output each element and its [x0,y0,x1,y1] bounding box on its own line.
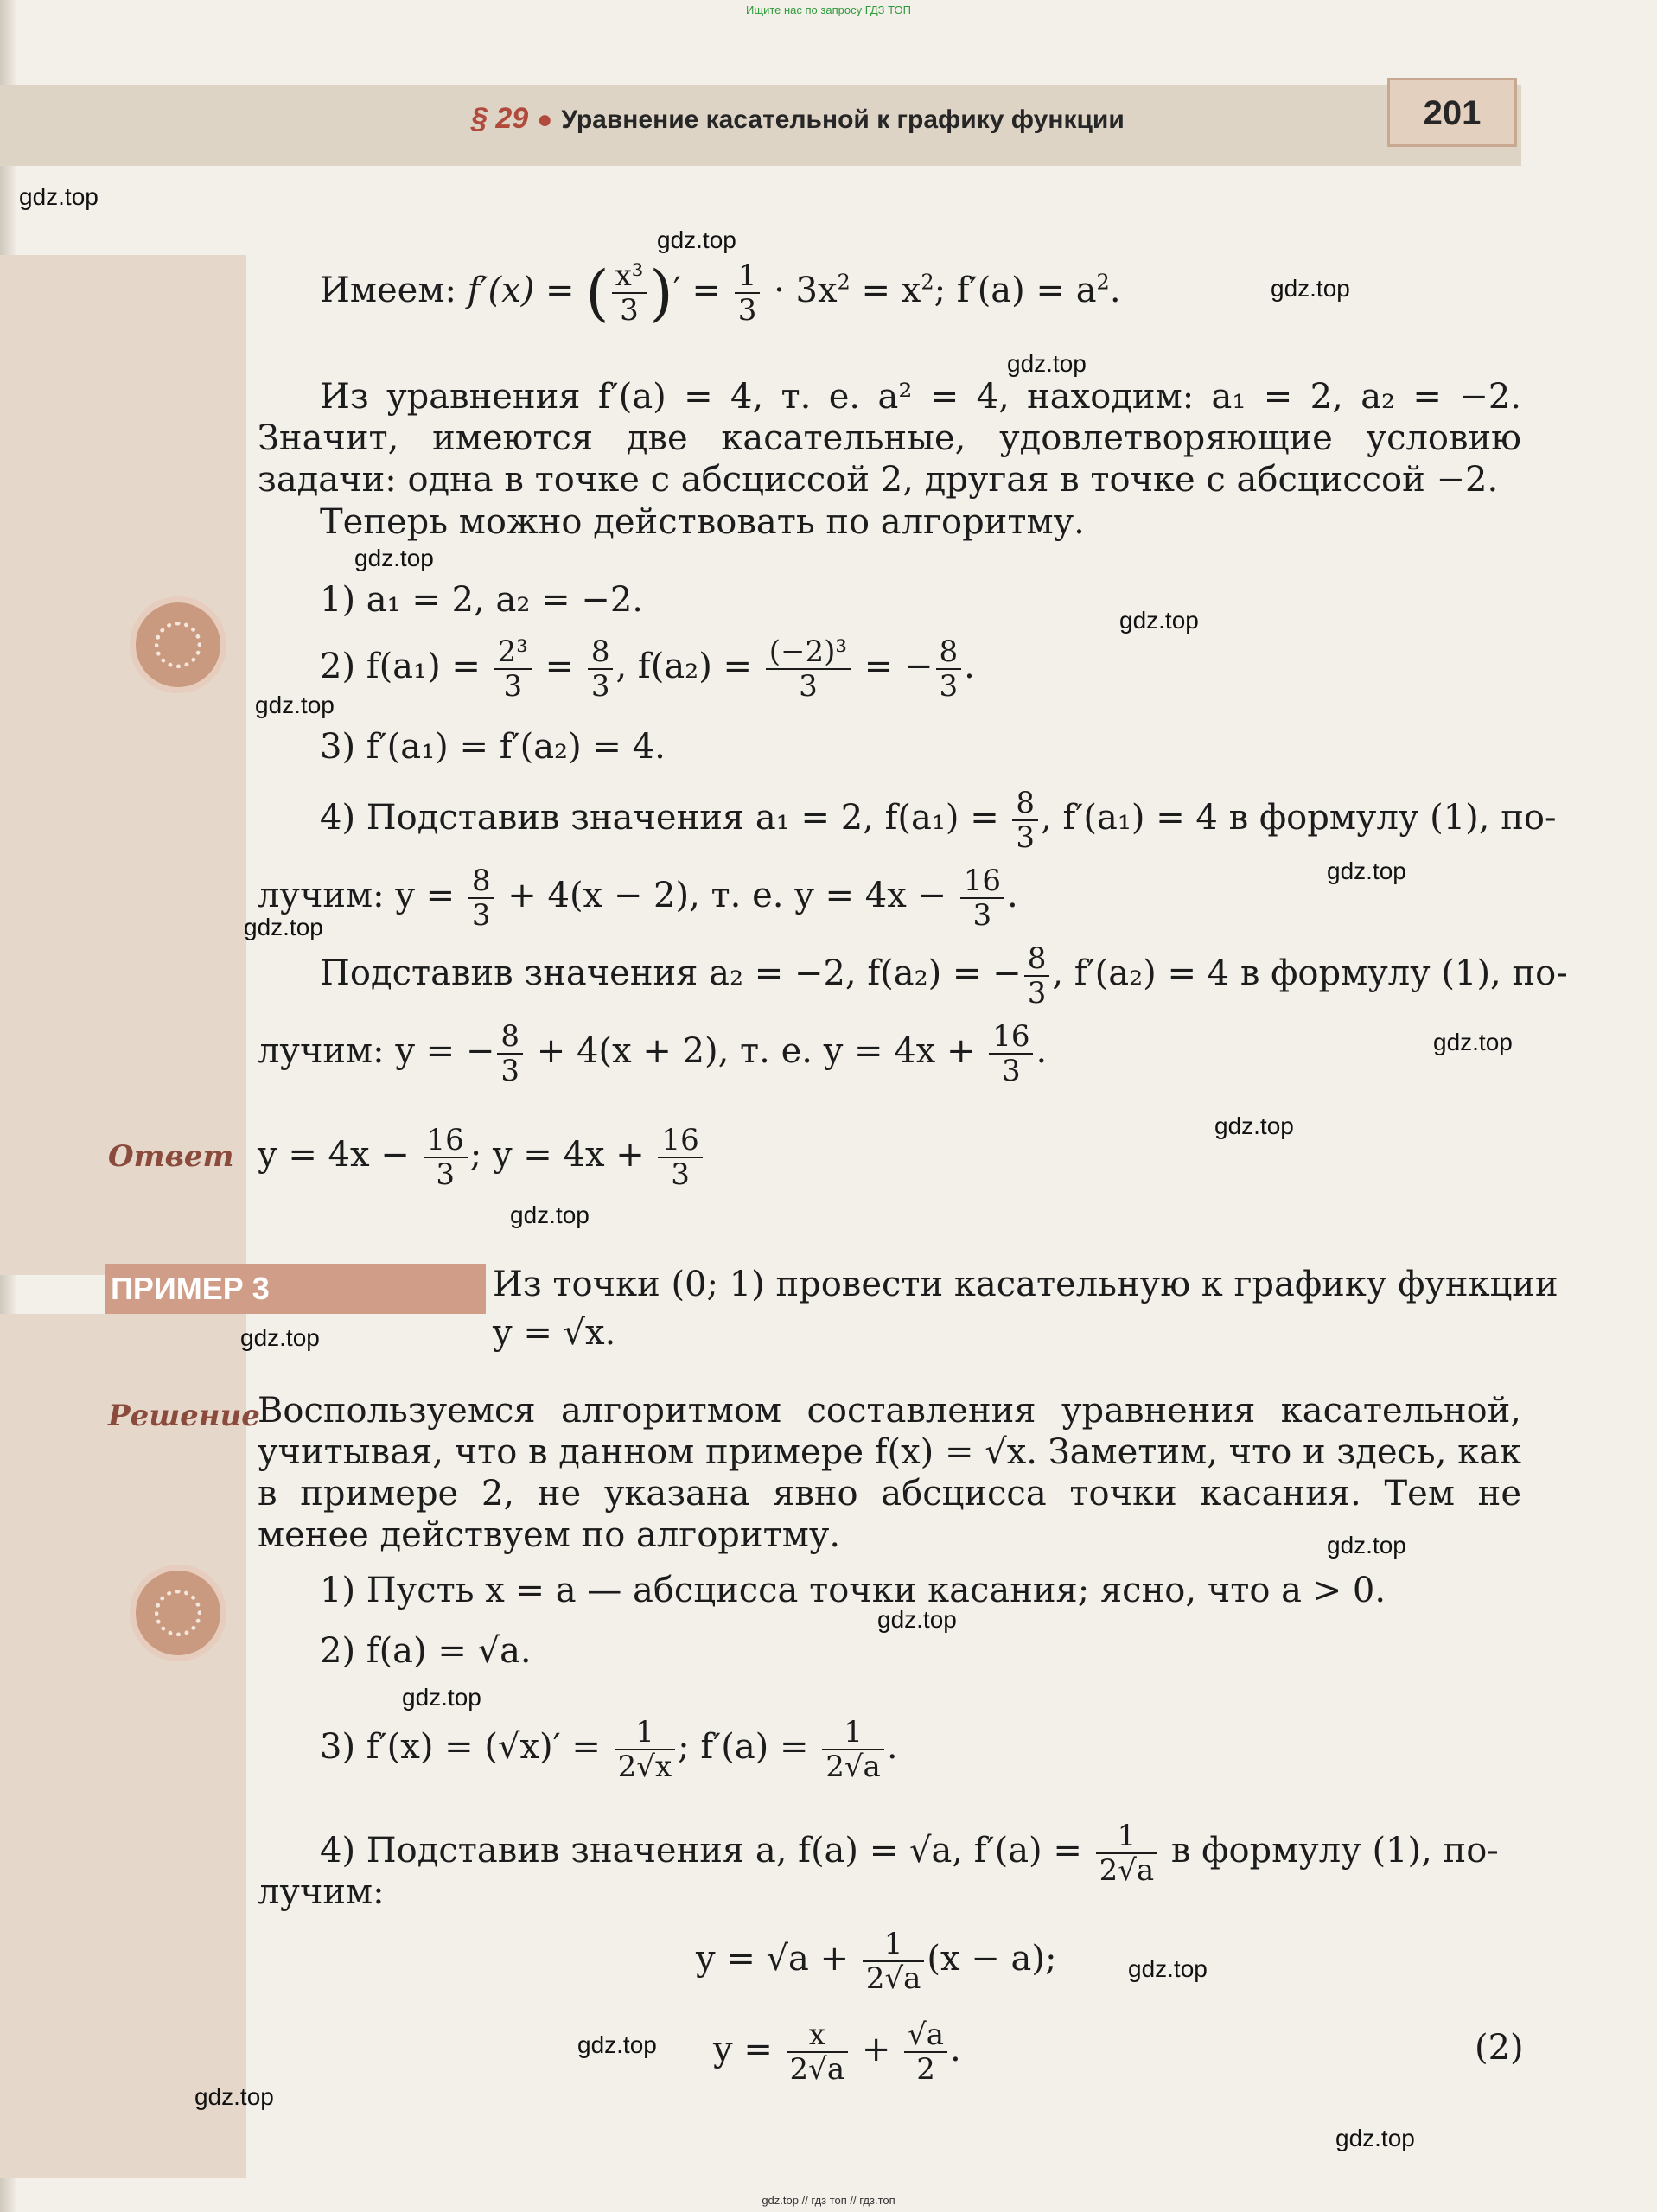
fraction [588,635,614,703]
watermark: gdz.top [1119,607,1199,634]
denominator: 3 [799,669,818,704]
numerator: √a [904,2018,947,2053]
step-2: 2) f(a₁) = $\frac{\text{2³}}{3}$ = $\frac{8}{3}$ , f(a₂) = $\frac{\text{(−2)³}}{3}$ = − $\frac{8}{3}$ . [320,634,975,704]
denominator: 3 [671,1157,690,1192]
denominator: 2√a [1099,1853,1155,1888]
text-span: y = √a + [696,1939,860,1979]
watermark: gdz.top [1128,1955,1208,1982]
section-number: § 29 [471,102,529,135]
sol-step-2: 2) f(a) = √a. [320,1631,532,1671]
numerator: (−2)³ [766,635,851,670]
step-4 [320,787,1556,854]
numerator: 2³ [494,635,532,670]
denominator: 3 [737,293,757,328]
fraction [960,864,1004,932]
denominator: 3 [500,1054,520,1088]
fraction [1096,1820,1158,1887]
text-span: + 4(x − 2), т. е. y = 4x − [496,876,958,915]
fraction [989,1020,1033,1087]
text-span: = x [850,271,921,310]
numerator: x [787,2018,849,2053]
numerator: 1 [1096,1820,1158,1854]
watermark: gdz.top [354,545,434,571]
text-span: 4) Подставив значения a₁ = 2, f(a₁) = [320,798,1010,838]
fraction [822,1716,884,1783]
fraction [787,2018,849,2086]
fraction [424,1124,468,1191]
paren-left: ( [585,258,609,328]
text-span: y = [713,2030,784,2069]
step-5 [320,942,1568,1010]
text-span: Подставив значения a₂ = −2, f(a₂) = − [320,953,1022,993]
running-header [471,102,1125,136]
step-5-cont: лучим: y = − $\frac{8}{3}$ + 4(x + 2), т. е. y = 4x + $\frac{16}{3}$ . [258,1019,1048,1088]
text-span: ; f′(a) = a [934,271,1097,310]
fraction [1024,942,1050,1010]
example-function: y = √x. [493,1313,616,1353]
numerator: 1 [822,1716,884,1750]
disk-icon [130,1565,226,1661]
paragraph: Теперь можно действовать по алгоритму. [320,502,1085,542]
fraction [468,864,494,932]
numerator: 16 [960,864,1004,899]
numerator: 8 [588,635,614,670]
fraction [735,259,761,327]
step-1: 1) a₁ = 2, a₂ = −2. [320,580,643,620]
denominator: 3 [436,1157,455,1192]
numerator: 1 [615,1716,675,1750]
solution-paragraph: Воспользуемся алгоритмом составления уравнения касательной, учитывая, что в данном примере f(x) = √x. Заметим, что и здесь, как в примере 2, не указана явно абсцисса точки касания. Тем не менее действуем по алгоритму. [258,1391,1521,1555]
denominator: 3 [471,898,491,933]
sol-step-4 [320,1820,1499,1887]
numerator: 16 [424,1124,468,1158]
numerator: x³ [612,259,647,294]
denominator: 3 [503,669,523,704]
bullet-dot: ● [537,105,553,134]
numerator: 8 [1024,942,1050,977]
watermark: gdz.top [1214,1112,1294,1139]
numerator: 8 [1012,787,1038,821]
numerator: 16 [989,1020,1033,1055]
text-span: f′(x) = [467,271,586,310]
equation-number: (2) [1475,2028,1524,2068]
fraction [615,1716,675,1783]
watermark: gdz.top [1433,1029,1513,1055]
example-text: Из точки (0; 1) провести касательную к графику функции [493,1265,1558,1304]
watermark: gdz.top [657,226,736,253]
denominator: 2√a [865,1961,921,1996]
denominator: 2√a [825,1750,881,1784]
text-span: лучим: y = − [258,1031,495,1071]
watermark: gdz.top [244,914,323,940]
margin-band-bottom [0,1314,246,2178]
fraction [494,635,532,703]
text-span: 3) f′(x) = (√x)′ = [320,1727,612,1767]
fraction [1012,787,1038,854]
text-span: лучим: y = [258,876,466,915]
solution-label: Решение [108,1399,260,1433]
fraction [863,1928,925,1995]
watermark: gdz.top [402,1684,481,1711]
bottom-note: gdz.top // гдз топ // гдз.топ [762,2194,895,2207]
denominator: 3 [1016,820,1036,855]
equation-1 [696,1928,1056,1995]
step-3: 3) f′(a₁) = f′(a₂) = 4. [320,727,666,767]
disk-icon [130,596,226,693]
sol-step-1: 1) Пусть x = a — абсцисса точки касания; ясно, что a > 0. [320,1571,1386,1610]
watermark: gdz.top [1007,350,1087,377]
equation-2: y = $\frac{x}{2√a}$ + $\frac{√a}{2}$ . [713,2018,961,2087]
page-number: 201 [1387,78,1517,147]
text-span: ; f′(a) = [678,1727,820,1767]
denominator: 3 [1027,976,1047,1010]
fraction [612,259,647,327]
text-span: + 4(x + 2), т. е. y = 4x + [526,1031,987,1071]
watermark: gdz.top [1327,1532,1406,1559]
top-note: Ищите нас по запросу ГДЗ ТОП [746,3,911,16]
denominator: 3 [972,898,992,933]
denominator: 3 [939,669,959,704]
denominator: 2√x [617,1750,672,1784]
denominator: 2 [916,2052,935,2087]
text-span: , f′(a₁) = 4 в формулу (1), по- [1041,798,1557,838]
paren-right: ) [649,258,673,328]
text-span: , f′(a₂) = 4 в формулу (1), по- [1052,953,1568,993]
text-span: ; y = 4x + [469,1135,656,1175]
sol-step-3: 3) f′(x) = (√x)′ = $\frac{1}{2√x}$ ; f′(a) = $\frac{1}{2√a}$ . [320,1715,898,1784]
text-span: 4) Подставив значения a, f(a) = √a, f′(a) = [320,1831,1093,1871]
watermark: gdz.top [1271,275,1350,302]
example-label: ПРИМЕР 3 [105,1264,486,1314]
fraction [766,635,851,703]
text-span: y = 4x − [258,1135,421,1175]
derivative-line: Имеем: f′(x) = ( $\frac{\text{x³}}{3}$ )′ = $\frac{1}{3}$ · $3x^2 = x^2$; $f'(a) = a^2$. [320,258,1121,328]
text-span: + [851,2030,902,2069]
watermark: gdz.top [19,183,99,210]
margin-band-top [0,255,246,1275]
numerator: 1 [863,1928,925,1962]
section-title: Уравнение касательной к графику функции [561,105,1125,134]
watermark: gdz.top [1327,857,1406,884]
numerator: 8 [468,864,494,899]
watermark: gdz.top [577,2031,657,2058]
numerator: 16 [658,1124,702,1158]
watermark: gdz.top [240,1324,320,1351]
watermark: gdz.top [877,1606,957,1633]
paragraph: Из уравнения f′(a) = 4, т. е. a² = 4, находим: a₁ = 2, a₂ = −2. Значит, имеются две касательные, удовлетворяющие условию задачи: одна в точке с абсциссой 2, другая в точке с абсциссой −2. [258,377,1521,500]
text-span: в формулу (1), по- [1160,1831,1499,1871]
numerator: 1 [735,259,761,294]
numerator: 8 [936,635,962,670]
watermark: gdz.top [194,2083,274,2110]
watermark: gdz.top [255,692,335,718]
fraction [904,2018,947,2086]
answer-label: Ответ [108,1139,234,1174]
denominator: 3 [590,669,610,704]
fraction [497,1020,523,1087]
fraction [936,635,962,703]
denominator: 3 [1002,1054,1021,1088]
denominator: 2√a [789,2052,845,2087]
text-span: (x − a); [927,1939,1057,1979]
denominator: 3 [620,293,639,328]
watermark: gdz.top [1335,2125,1415,2151]
watermark: gdz.top [510,1202,590,1228]
answer [258,1124,705,1191]
fraction [658,1124,702,1191]
sol-step-4-cont: лучим: [258,1872,385,1912]
text-span: Имеем: [320,271,468,310]
numerator: 8 [497,1020,523,1055]
step-4-cont: лучим: y = $\frac{8}{3}$ + 4(x − 2), т. е. y = 4x − $\frac{16}{3}$ . [258,864,1018,933]
